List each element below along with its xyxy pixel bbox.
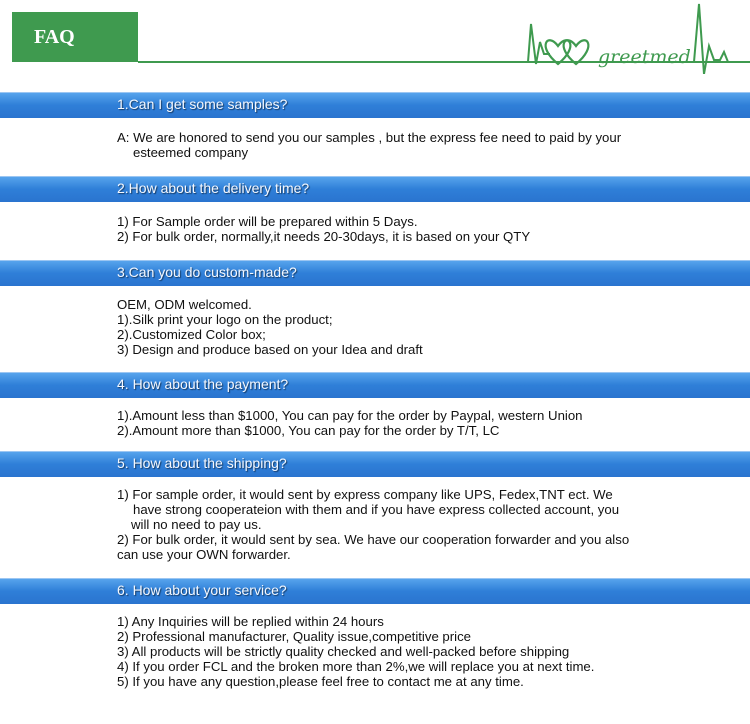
faq-answer-4 bbox=[117, 408, 583, 438]
greetmed-logo bbox=[518, 2, 748, 74]
answer-line: 3) Design and produce based on your Idea and draft bbox=[117, 342, 423, 357]
answer-line: will no need to pay us. bbox=[131, 517, 262, 532]
answer-line: 2) For bulk order, it would sent by sea. We have our cooperation forwarder and you also bbox=[117, 532, 630, 547]
faq-question-bar-3 bbox=[0, 260, 750, 286]
answer-line: 1).Amount less than $1000, You can pay for the order by Paypal, western Union bbox=[117, 408, 583, 423]
answer-line: 1) For sample order, it would sent by express company like UPS, Fedex,TNT ect. We bbox=[117, 487, 613, 502]
faq-answer-2 bbox=[117, 214, 530, 244]
answer-line: 1) Any Inquiries will be replied within 24 hours bbox=[117, 614, 384, 629]
faq-answer-3 bbox=[117, 297, 423, 357]
faq-question-4: 4. How about the payment? bbox=[117, 376, 289, 392]
answer-line: 2).Customized Color box; bbox=[117, 327, 266, 342]
faq-answer-6 bbox=[117, 614, 594, 689]
faq-question-3: 3.Can you do custom-made? bbox=[117, 264, 297, 280]
faq-answer-1 bbox=[117, 130, 621, 160]
faq-question-6: 6. How about your service? bbox=[117, 582, 287, 598]
faq-tab-label: FAQ bbox=[34, 25, 75, 48]
answer-line: 2) Professional manufacturer, Quality issue,competitive price bbox=[117, 629, 472, 644]
faq-question-5: 5. How about the shipping? bbox=[117, 455, 287, 471]
answer-line: 3) All products will be strictly quality checked and well-packed before shipping bbox=[117, 644, 570, 659]
answer-line: 1).Silk print your logo on the product; bbox=[117, 312, 333, 327]
answer-line: esteemed company bbox=[133, 145, 249, 160]
answer-line: A: We are honored to send you our samples , but the express fee need to paid by your bbox=[117, 130, 622, 145]
answer-line: 4) If you order FCL and the broken more than 2%,we will replace you at next time. bbox=[117, 659, 595, 674]
logo-text: greetmed bbox=[598, 46, 691, 68]
answer-line: can use your OWN forwarder. bbox=[117, 547, 291, 562]
faq-question-bar-4 bbox=[0, 372, 750, 398]
faq-tab bbox=[12, 12, 138, 62]
answer-line: OEM, ODM welcomed. bbox=[117, 297, 252, 312]
answer-line: 1) For Sample order will be prepared within 5 Days. bbox=[117, 214, 418, 229]
faq-question-1: 1.Can I get some samples? bbox=[117, 96, 288, 112]
faq-question-bar-2 bbox=[0, 176, 750, 202]
answer-line: 2) For bulk order, normally,it needs 20-30days, it is based on your QTY bbox=[117, 229, 531, 244]
faq-question-bar-5 bbox=[0, 451, 750, 477]
answer-line: 5) If you have any question,please feel free to contact me at any time. bbox=[117, 674, 524, 689]
faq-question-bar-1 bbox=[0, 92, 750, 118]
page-header bbox=[0, 0, 750, 72]
answer-line: have strong cooperateion with them and if you have express collected account, you bbox=[133, 502, 620, 517]
answer-line: 2).Amount more than $1000, You can pay for the order by T/T, LC bbox=[117, 423, 500, 438]
faq-answer-5 bbox=[117, 487, 629, 562]
faq-question-2: 2.How about the delivery time? bbox=[117, 180, 310, 196]
faq-question-bar-6 bbox=[0, 578, 750, 604]
